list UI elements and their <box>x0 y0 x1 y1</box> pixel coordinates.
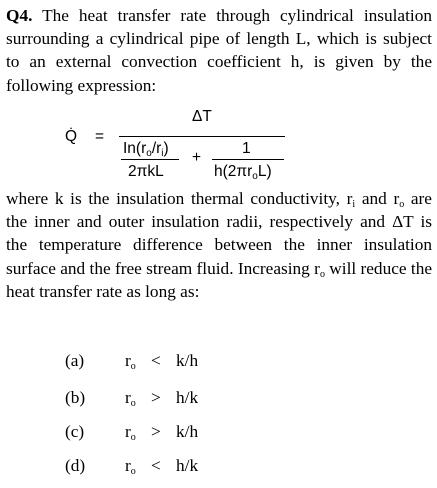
option-variable: $r_o$ <box>125 422 136 443</box>
option-variable: $r_o$ <box>125 388 136 409</box>
question-number: Q4. <box>6 6 33 25</box>
option-operator: < <box>151 351 161 370</box>
eq-term1-numerator: $In(r_o/r_i)$ <box>123 140 169 159</box>
question-intro <box>6 4 432 97</box>
eq-equals: = <box>95 128 105 145</box>
question-explanation: where k is the insulation thermal conductivity, $r_i$ and $r_o$ are the inner and outer insulation radii, respectively and ΔT is the temperature difference between the inner insulation surface and the free stream fluid. Increasing $r_o$ will reduce the heat transfer rate as long as: <box>6 189 432 301</box>
eq-numerator: ΔT <box>192 108 212 125</box>
heat-rate-equation <box>0 105 437 190</box>
option-expression: h/k <box>176 388 199 407</box>
option-label: (a) <box>65 351 85 370</box>
option-label: (c) <box>65 422 85 441</box>
option-d[interactable] <box>65 456 265 480</box>
inline-ri: $r_i$ <box>346 189 356 210</box>
option-expression: k/h <box>176 422 199 441</box>
eq-plus: + <box>192 149 202 166</box>
option-label: (d) <box>65 456 86 475</box>
question-intro-text: The heat transfer rate through cylindrical insulation surrounding a cylindrical pipe of length L, which is subject to an external convection coefficient h, is given by the following expression: <box>6 6 432 95</box>
eq-term1-fraction-bar <box>121 159 179 160</box>
eq-term2-denominator: $h(2\pi r_oL)$ <box>214 163 272 182</box>
option-b[interactable] <box>65 388 265 412</box>
eq-term2-numerator: 1 <box>242 140 251 157</box>
option-operator: > <box>151 388 161 407</box>
option-c[interactable] <box>65 422 265 446</box>
inline-ro-2: $r_o$ <box>314 258 325 280</box>
option-operator: > <box>151 422 161 441</box>
option-operator: < <box>151 456 161 475</box>
eq-lhs: Q̇ <box>65 128 78 145</box>
eq-main-fraction-bar <box>119 136 285 137</box>
eq-term1-denominator: 2πkL <box>128 163 164 180</box>
option-variable: $r_o$ <box>125 456 136 477</box>
option-label: (b) <box>65 388 86 407</box>
option-variable: $r_o$ <box>125 351 136 372</box>
option-a[interactable] <box>65 351 265 375</box>
option-expression: k/h <box>176 351 199 370</box>
option-expression: h/k <box>176 456 199 475</box>
inline-ro: $r_o$ <box>393 189 405 210</box>
eq-term2-fraction-bar <box>212 159 284 160</box>
